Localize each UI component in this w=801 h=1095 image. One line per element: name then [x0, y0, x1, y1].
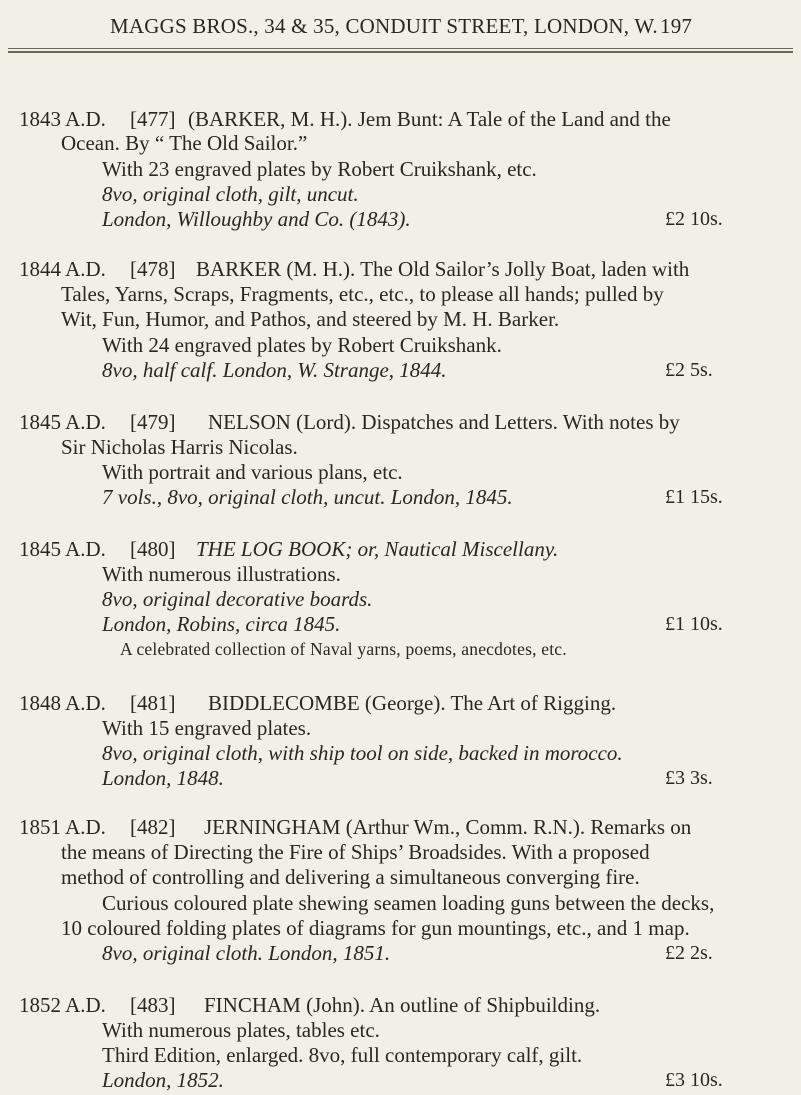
entry-title: (BARKER, M. H.). Jem Bunt: A Tale of the Land and the [188, 107, 671, 131]
entry-year: 1845 A.D. [19, 537, 106, 561]
entry-binding: 8vo, original decorative boards. [102, 587, 373, 611]
lot-number: [479] [130, 410, 176, 434]
entry-title-continued: the means of Directing the Fire of Ships’ Broadsides. With a proposed [61, 840, 650, 864]
entry-plates: With 15 engraved plates. [102, 716, 312, 740]
entry-imprint: London, 1852. [102, 1068, 224, 1092]
entry-title: FINCHAM (John). An outline of Shipbuilding. [204, 993, 601, 1017]
entry-title: JERNINGHAM (Arthur Wm., Comm. R.N.). Remarks on [204, 815, 692, 839]
entry-price: £1 10s. [665, 613, 723, 635]
entry-year: 1848 A.D. [19, 691, 106, 715]
entry-title: THE LOG BOOK; or, Nautical Miscellany. [196, 537, 559, 561]
entry-binding: 8vo, original cloth, with ship tool on side, backed in morocco. [102, 741, 623, 765]
entry-plates: With numerous illustrations. [102, 562, 341, 586]
entry-plates: With portrait and various plans, etc. [102, 460, 403, 484]
entry-title-continued: Sir Nicholas Harris Nicolas. [61, 435, 298, 459]
header-rule [8, 48, 793, 49]
entry-title: BARKER (M. H.). The Old Sailor’s Jolly Boat, laden with [196, 257, 690, 281]
page-header [110, 14, 710, 39]
entry-plates: With 23 engraved plates by Robert Cruikshank, etc. [102, 157, 537, 181]
entry-title-continued: Ocean. By “ The Old Sailor.” [61, 131, 308, 155]
lot-number: [478] [130, 257, 176, 281]
entry-price: £3 10s. [665, 1069, 723, 1091]
publisher-line: MAGGS BROS., 34 & 35, CONDUIT STREET, LONDON, W. [110, 14, 658, 38]
entry-year: 1851 A.D. [19, 815, 106, 839]
entry-year: 1844 A.D. [19, 257, 106, 281]
entry-price: £2 2s. [665, 942, 713, 964]
lot-number: [481] [130, 691, 176, 715]
entry-price: £3 3s. [665, 767, 713, 789]
entry-note: A celebrated collection of Naval yarns, poems, anecdotes, etc. [120, 639, 567, 659]
entry-plates: With 24 engraved plates by Robert Cruikshank. [102, 333, 502, 357]
entry-year: 1852 A.D. [19, 993, 106, 1017]
entry-binding: 7 vols., 8vo, original cloth, uncut. London, 1845. [102, 485, 513, 509]
entry-title-continued: Wit, Fun, Humor, and Pathos, and steered by M. H. Barker. [61, 307, 560, 331]
entry-binding: 8vo, original cloth, gilt, uncut. [102, 182, 359, 206]
entry-binding: 8vo, half calf. London, W. Strange, 1844. [102, 358, 447, 382]
entry-title: NELSON (Lord). Dispatches and Letters. With notes by [208, 410, 680, 434]
entry-imprint: London, Robins, circa 1845. [102, 612, 341, 636]
entry-price: £2 5s. [665, 359, 713, 381]
lot-number: [477] [130, 107, 176, 131]
entry-price: £1 15s. [665, 486, 723, 508]
entry-year: 1843 A.D. [19, 107, 106, 131]
entry-plates: Curious coloured plate shewing seamen loading guns between the decks, [102, 891, 715, 915]
entry-plates-continued: 10 coloured folding plates of diagrams for gun mountings, etc., and 1 map. [61, 916, 690, 940]
entry-title-continued: Tales, Yarns, Scraps, Fragments, etc., etc., to please all hands; pulled by [61, 282, 664, 306]
entry-price: £2 10s. [665, 208, 723, 230]
entry-binding: Third Edition, enlarged. 8vo, full contemporary calf, gilt. [102, 1043, 583, 1067]
lot-number: [483] [130, 993, 176, 1017]
lot-number: [480] [130, 537, 176, 561]
header-rule-thick [8, 51, 793, 53]
entry-imprint: London, Willoughby and Co. (1843). [102, 207, 411, 231]
entry-year: 1845 A.D. [19, 410, 106, 434]
entry-title: BIDDLECOMBE (George). The Art of Rigging. [208, 691, 617, 715]
page-number: 197 [660, 14, 693, 38]
lot-number: [482] [130, 815, 176, 839]
entry-binding: 8vo, original cloth. London, 1851. [102, 941, 391, 965]
entry-imprint: London, 1848. [102, 766, 224, 790]
entry-title-continued: method of controlling and delivering a simultaneous converging fire. [61, 865, 640, 889]
entry-plates: With numerous plates, tables etc. [102, 1018, 380, 1042]
